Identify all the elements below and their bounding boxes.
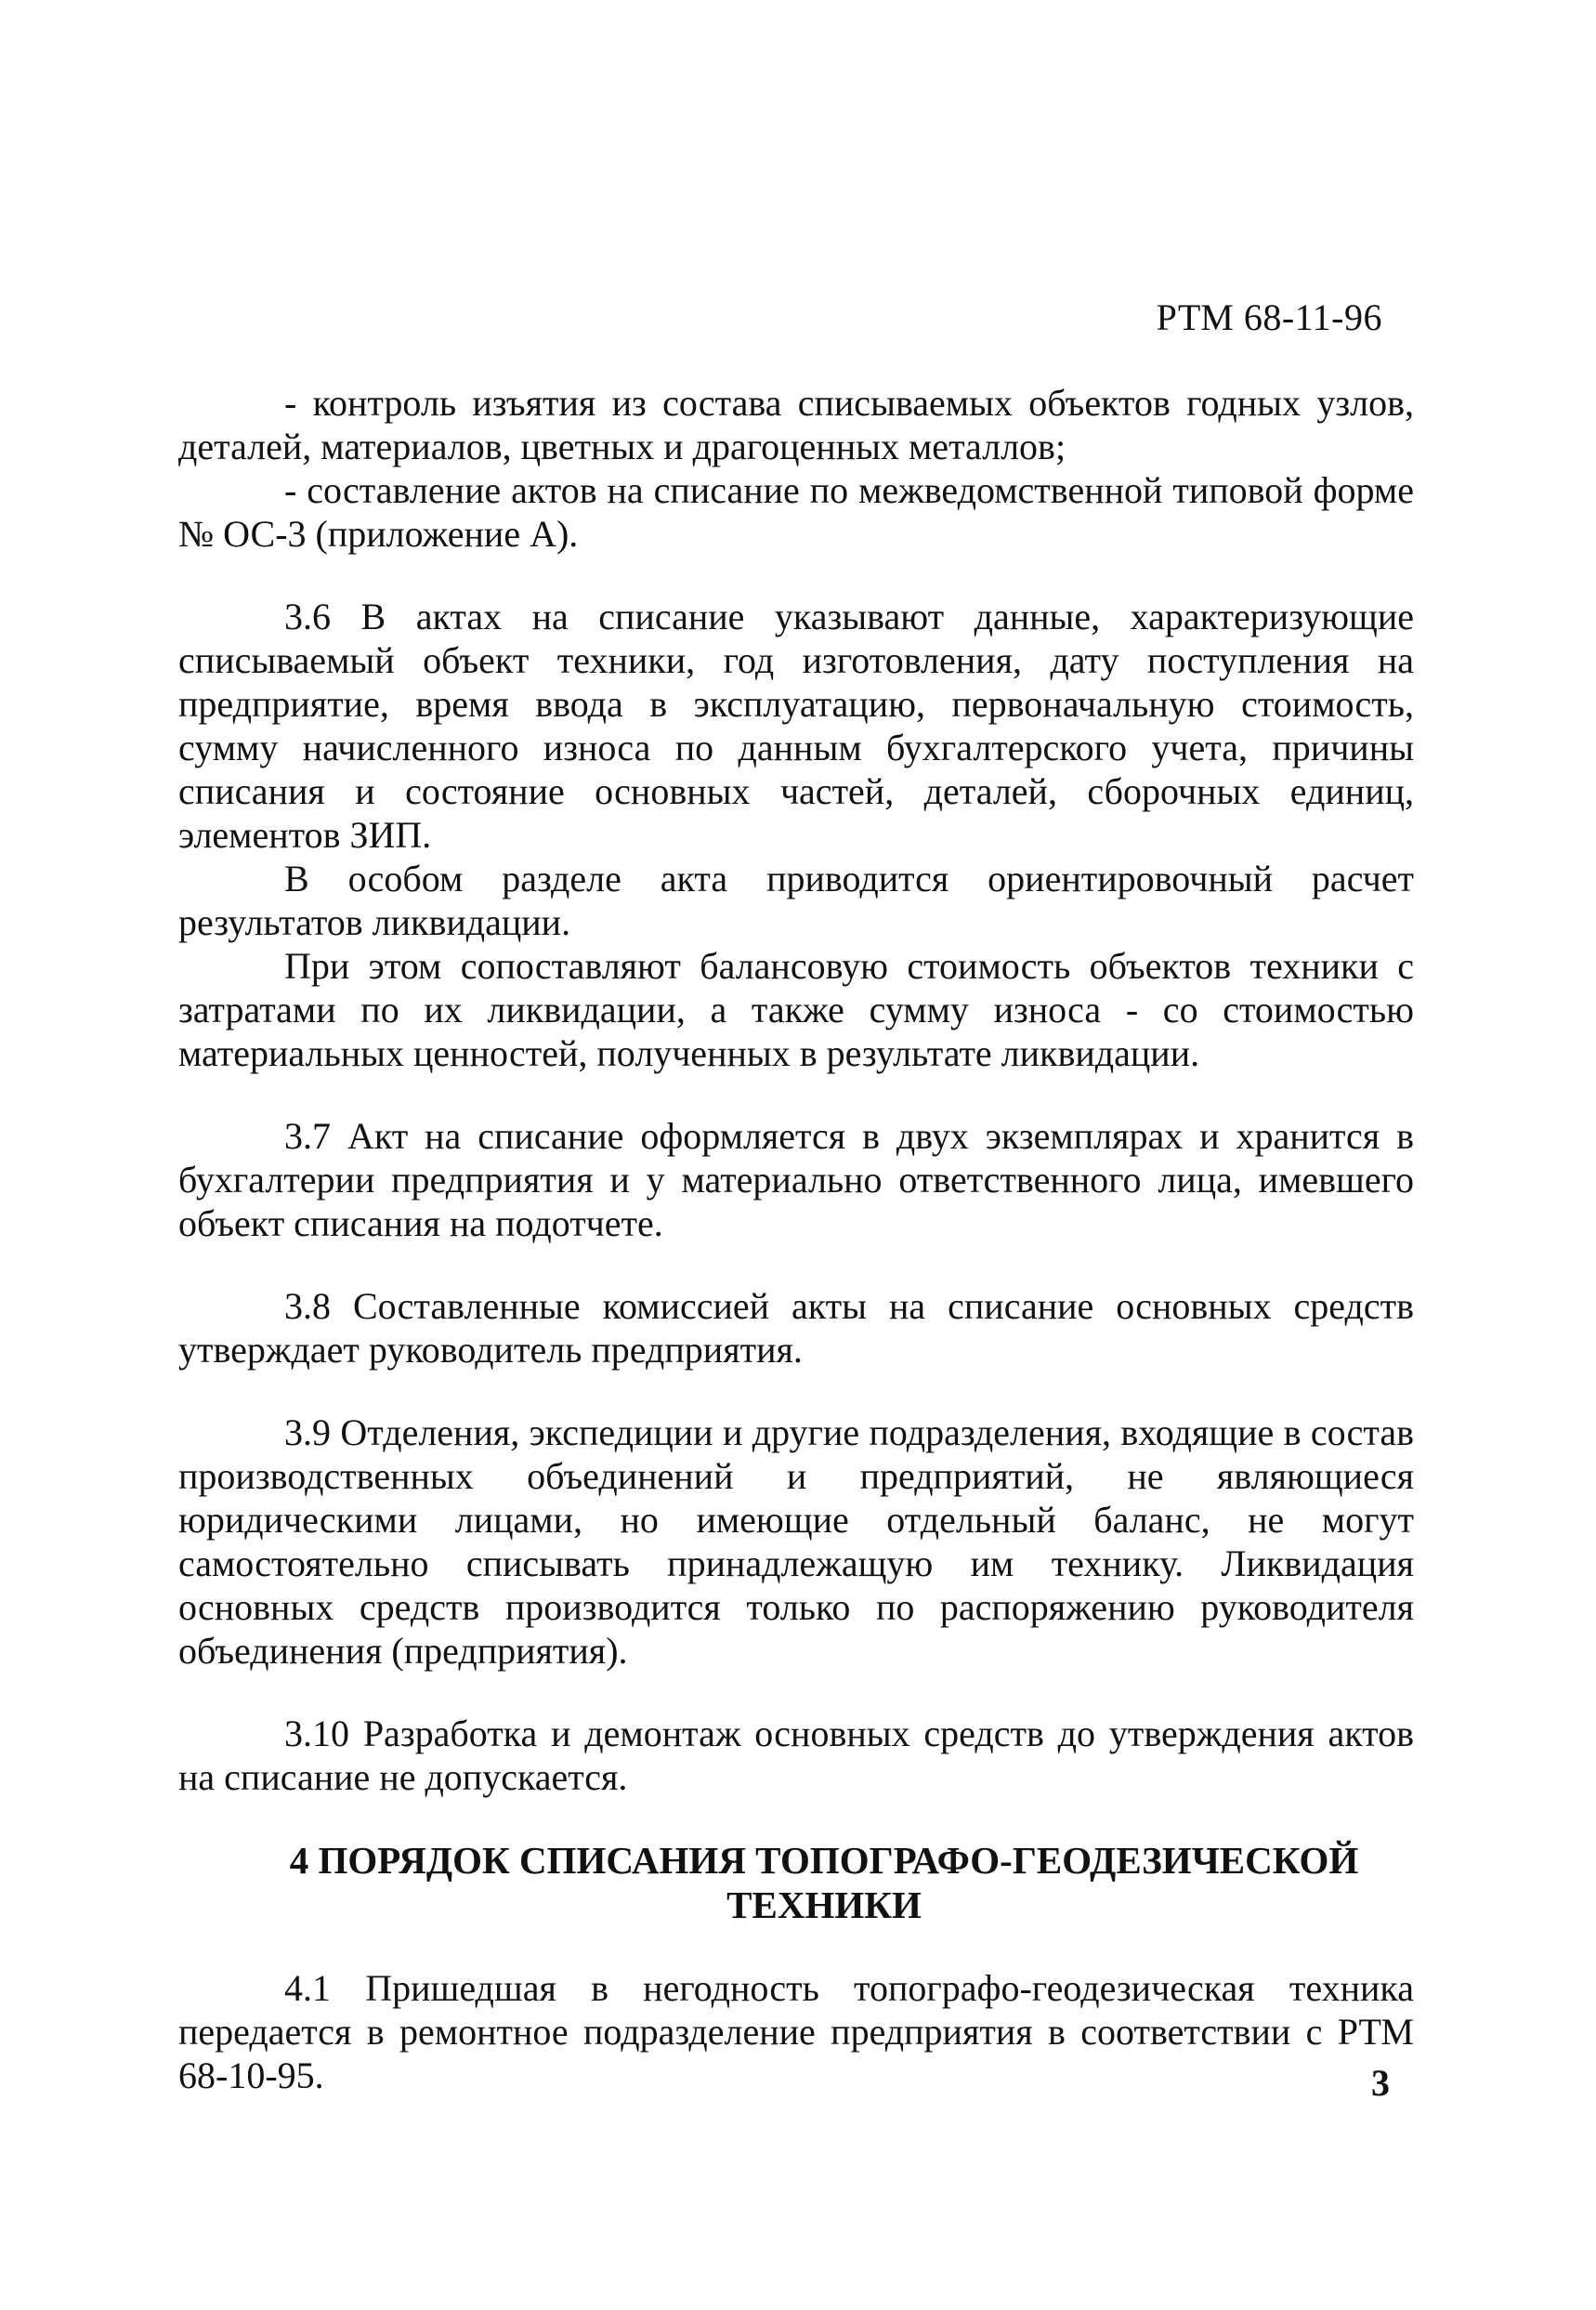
paragraph-3-6-compare: При этом сопоставляют балансовую стоимость объектов техники с затратами по их ликвидации, а также сумму износа - со стоимостью материальных ценностей, полученных в результате ликвидации.	[178, 945, 1414, 1074]
paragraph-control-removal: - контроль изъятия из состава списываемых объектов годных узлов, деталей, материалов, цветных и драгоценных металлов;	[178, 382, 1414, 467]
paragraph-4-1: 4.1 Пришедшая в негодность топографо-геодезическая техника передается в ремонтное подразделение предприятия в соответствии с РТМ 68-10-95.	[178, 1967, 1414, 2096]
paragraph-3-7: 3.7 Акт на списание оформляется в двух экземплярах и хранится в бухгалтерии предприятия и у материально ответственного лица, имевшего объект списания на подотчете.	[178, 1115, 1414, 1244]
paragraph-3-10: 3.10 Разработка и демонтаж основных средств до утверждения актов на списание не допускается.	[178, 1713, 1414, 1798]
paragraph-3-6-liquidation: В особом разделе акта приводится ориентировочный расчет результатов ликвидации.	[178, 858, 1414, 943]
page-number: 3	[1371, 2062, 1390, 2104]
paragraph-3-6: 3.6 В актах на списание указывают данные, характеризующие списываемый объект техники, год изготовления, дату поступления на предприятие, время ввода в эксплуатацию, первоначальную стоимость, сумму начисленного износа по данным бухгалтерского учета, причины списания и состояние основных частей, деталей, сборочных единиц, элементов ЗИП.	[178, 596, 1414, 856]
document-body	[178, 381, 1414, 2097]
document-code: РТМ 68-11-96	[1156, 296, 1382, 338]
section-4-heading: 4 ПОРЯДОК СПИСАНИЯ ТОПОГРАФО-ГЕОДЕЗИЧЕСКОЙ ТЕХНИКИ	[289, 1839, 1359, 1926]
paragraph-acts-form: - составление актов на списание по межведомственной типовой форме № ОС-3 (приложение А).	[178, 469, 1414, 555]
paragraph-3-9: 3.9 Отделения, экспедиции и другие подразделения, входящие в состав производственных объединений и предприятий, не являющиеся юридическими лицами, но имеющие отдельный баланс, не могут самостоятельно списывать принадлежащую им технику. Ликвидация основных средств производится только по распоряжению руководителя объединения (предприятия).	[178, 1411, 1414, 1672]
paragraph-3-8: 3.8 Составленные комиссией акты на списание основных средств утверждает руководитель предприятия.	[178, 1285, 1414, 1371]
